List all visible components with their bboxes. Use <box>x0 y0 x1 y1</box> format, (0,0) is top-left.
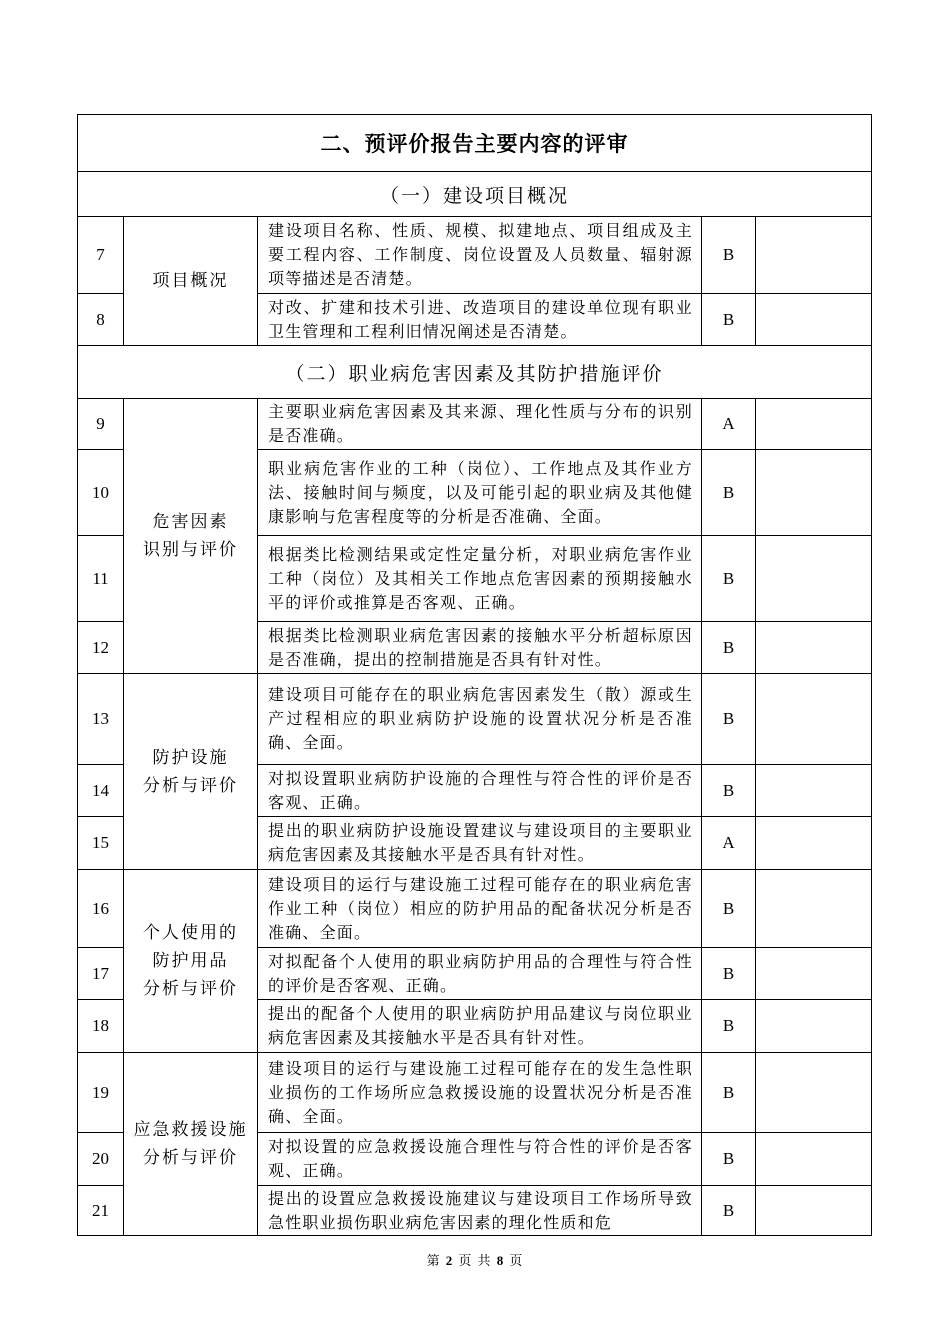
item-number: 10 <box>78 450 124 536</box>
review-item-text: 根据类比检测结果或定性定量分析，对职业病危害作业工种（岗位）及其相关工作地点危害因素的预期接触水平的评价或推算是否客观、正确。 <box>258 536 702 622</box>
remark-cell <box>756 450 872 536</box>
remark-cell <box>756 948 872 1000</box>
remark-cell <box>756 1186 872 1236</box>
grade-cell: B <box>702 674 756 765</box>
table-row <box>78 399 872 450</box>
review-item-text: 职业病危害作业的工种（岗位）、工作地点及其作业方法、接触时间与频度，以及可能引起的职业病及其他健康影响与危害程度等的分析是否准确、全面。 <box>258 450 702 536</box>
remark-cell <box>756 870 872 948</box>
category-label: 危害因素 识别与评价 <box>124 399 258 674</box>
table-row <box>78 217 872 294</box>
item-number: 20 <box>78 1133 124 1186</box>
review-item-text: 提出的配备个人使用的职业病防护用品建议与岗位职业病危害因素及其接触水平是否具有针对性。 <box>258 1000 702 1053</box>
remark-cell <box>756 217 872 294</box>
section-title: 二、预评价报告主要内容的评审 <box>78 115 872 172</box>
grade-cell: B <box>702 450 756 536</box>
grade-cell: B <box>702 294 756 346</box>
review-item-text: 对改、扩建和技术引进、改造项目的建设单位现有职业卫生管理和工程利旧情况阐述是否清楚。 <box>258 294 702 346</box>
review-item-text: 对拟配备个人使用的职业病防护用品的合理性与符合性的评价是否客观、正确。 <box>258 948 702 1000</box>
remark-cell <box>756 622 872 674</box>
item-number: 7 <box>78 217 124 294</box>
category-label: 项目概况 <box>124 217 258 346</box>
grade-cell: B <box>702 536 756 622</box>
remark-cell <box>756 399 872 450</box>
item-number: 16 <box>78 870 124 948</box>
review-item-text: 建设项目可能存在的职业病危害因素发生（散）源或生产过程相应的职业病防护设施的设置状况分析是否准确、全面。 <box>258 674 702 765</box>
item-number: 15 <box>78 817 124 870</box>
remark-cell <box>756 1053 872 1133</box>
item-number: 18 <box>78 1000 124 1053</box>
category-label: 应急救援设施 分析与评价 <box>124 1053 258 1236</box>
grade-cell: B <box>702 1133 756 1186</box>
footer-mid: 页 共 <box>458 1254 492 1269</box>
remark-cell <box>756 1000 872 1053</box>
item-number: 11 <box>78 536 124 622</box>
footer-page-number: 2 <box>445 1253 454 1268</box>
subsection-title: （一）建设项目概况 <box>78 172 872 217</box>
grade-cell: B <box>702 1000 756 1053</box>
category-label: 个人使用的 防护用品 分析与评价 <box>124 870 258 1053</box>
grade-cell: B <box>702 622 756 674</box>
review-item-text: 提出的职业病防护设施设置建议与建设项目的主要职业病危害因素及其接触水平是否具有针对性。 <box>258 817 702 870</box>
table-row <box>78 674 872 765</box>
item-number: 8 <box>78 294 124 346</box>
table-row <box>78 870 872 948</box>
item-number: 17 <box>78 948 124 1000</box>
review-item-text: 提出的设置应急救援设施建议与建设项目工作场所导致急性职业损伤职业病危害因素的理化性质和危 <box>258 1186 702 1236</box>
grade-cell: B <box>702 948 756 1000</box>
remark-cell <box>756 817 872 870</box>
footer-suffix: 页 <box>509 1254 524 1269</box>
review-item-text: 建设项目名称、性质、规模、拟建地点、项目组成及主要工程内容、工作制度、岗位设置及人员数量、辐射源项等描述是否清楚。 <box>258 217 702 294</box>
grade-cell: B <box>702 765 756 817</box>
remark-cell <box>756 536 872 622</box>
grade-cell: B <box>702 1186 756 1236</box>
table-row <box>78 1053 872 1133</box>
remark-cell <box>756 294 872 346</box>
review-item-text: 根据类比检测职业病危害因素的接触水平分析超标原因是否准确，提出的控制措施是否具有针对性。 <box>258 622 702 674</box>
review-item-text: 建设项目的运行与建设施工过程可能存在的职业病危害作业工种（岗位）相应的防护用品的配备状况分析是否准确、全面。 <box>258 870 702 948</box>
review-item-text: 对拟设置的应急救援设施合理性与符合性的评价是否客观、正确。 <box>258 1133 702 1186</box>
item-number: 14 <box>78 765 124 817</box>
remark-cell <box>756 765 872 817</box>
item-number: 19 <box>78 1053 124 1133</box>
grade-cell: A <box>702 817 756 870</box>
review-table <box>77 114 872 1236</box>
item-number: 13 <box>78 674 124 765</box>
grade-cell: B <box>702 1053 756 1133</box>
item-number: 12 <box>78 622 124 674</box>
item-number: 9 <box>78 399 124 450</box>
subsection-title: （二）职业病危害因素及其防护措施评价 <box>78 346 872 399</box>
grade-cell: B <box>702 870 756 948</box>
remark-cell <box>756 1133 872 1186</box>
review-item-text: 对拟设置职业病防护设施的合理性与符合性的评价是否客观、正确。 <box>258 765 702 817</box>
footer-prefix: 第 <box>426 1254 441 1269</box>
review-item-text: 建设项目的运行与建设施工过程可能存在的发生急性职业损伤的工作场所应急救援设施的设置状况分析是否准确、全面。 <box>258 1053 702 1133</box>
grade-cell: B <box>702 217 756 294</box>
page-footer <box>0 1250 950 1269</box>
grade-cell: A <box>702 399 756 450</box>
category-label: 防护设施 分析与评价 <box>124 674 258 870</box>
remark-cell <box>756 674 872 765</box>
item-number: 21 <box>78 1186 124 1236</box>
footer-total-pages: 8 <box>496 1253 505 1268</box>
review-item-text: 主要职业病危害因素及其来源、理化性质与分布的识别是否准确。 <box>258 399 702 450</box>
